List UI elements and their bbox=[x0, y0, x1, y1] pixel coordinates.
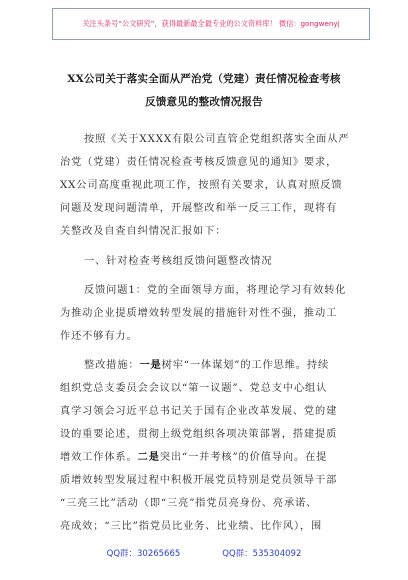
measure-two-text: 突出“一并考核”的价值导向。在提 bbox=[159, 452, 328, 463]
section-heading-1: 一、针对检查考核组反馈问题整改情况 bbox=[84, 256, 273, 267]
paragraph-3-line-4: 设的重要论述，贯彻上级党组织各项决策部署，搭建提质 bbox=[60, 429, 338, 440]
measure-one-text: 树牢“一体谋划”的工作思维。持续 bbox=[161, 360, 330, 371]
footer-qq-group-2: QQ群：535304092 bbox=[222, 549, 302, 559]
measures-label: 整改措施： bbox=[84, 360, 140, 371]
paragraph-1-line-5: 关整改及自查自纠情况汇报如下： bbox=[60, 226, 227, 237]
measure-one-marker: 一是 bbox=[139, 359, 162, 371]
paragraph-3-line-2: 组织党总支委员会会议以“第一议题”、党总支中心组认 bbox=[60, 383, 328, 394]
paragraph-1-line-3: XX公司高度重视此项工作，按照有关要求，认真对照反馈 bbox=[60, 180, 343, 191]
header-banner-text: 关注头条号“公文研究”，获得最新最全最专业的公文资料库！ 微信：gongwenyj bbox=[82, 19, 340, 28]
paragraph-1-line-1: 按照《关于XXXX有限公司直管企党组织落实全面从严 bbox=[84, 134, 350, 145]
paragraph-3-line-8: 亮成效；“三比”指党员比业务、比业绩、比作风），围 bbox=[60, 521, 323, 532]
paragraph-3-line-3: 真学习领会习近平总书记关于国有企业改革发展、党的建 bbox=[60, 406, 338, 417]
paragraph-2-line-3: 作还不够有力。 bbox=[60, 331, 138, 342]
paragraph-1-line-4: 问题及发现问题清单，开展整改和举一反三工作，现将有 bbox=[60, 203, 338, 214]
measure-one-tail: 增效工作体系。 bbox=[60, 452, 138, 463]
paragraph-3-line-1 bbox=[84, 356, 329, 371]
paragraph-3-line-5 bbox=[60, 448, 327, 463]
paragraph-1-line-2: 治党（党建）责任情况检查考核反馈意见的通知》要求， bbox=[60, 157, 338, 168]
paragraph-2-line-1: 反馈问题1：党的全面领导方面，将理论学习有效转化 bbox=[84, 285, 347, 296]
paragraph-3-line-6: 质增效转型发展过程中积极开展党员特别是党员领导干部 bbox=[60, 475, 338, 486]
document-title-line-1: XX公司关于落实全面从严治党（党建）责任情况检查考核 bbox=[67, 73, 341, 85]
paragraph-2-line-2: 为推动企业提质增效转型发展的措施针对性不强，推动工 bbox=[60, 308, 338, 319]
footer bbox=[0, 547, 408, 559]
footer-qq-group-1: QQ群：30265665 bbox=[106, 549, 181, 559]
measure-two-marker: 二是 bbox=[137, 451, 160, 463]
paragraph-3-line-7: “三亮三比”活动（即“三亮”指党员亮身份、亮承诺、 bbox=[60, 498, 318, 509]
document-title-line-2: 反馈意见的整改情况报告 bbox=[145, 96, 263, 108]
header-banner bbox=[52, 8, 370, 40]
